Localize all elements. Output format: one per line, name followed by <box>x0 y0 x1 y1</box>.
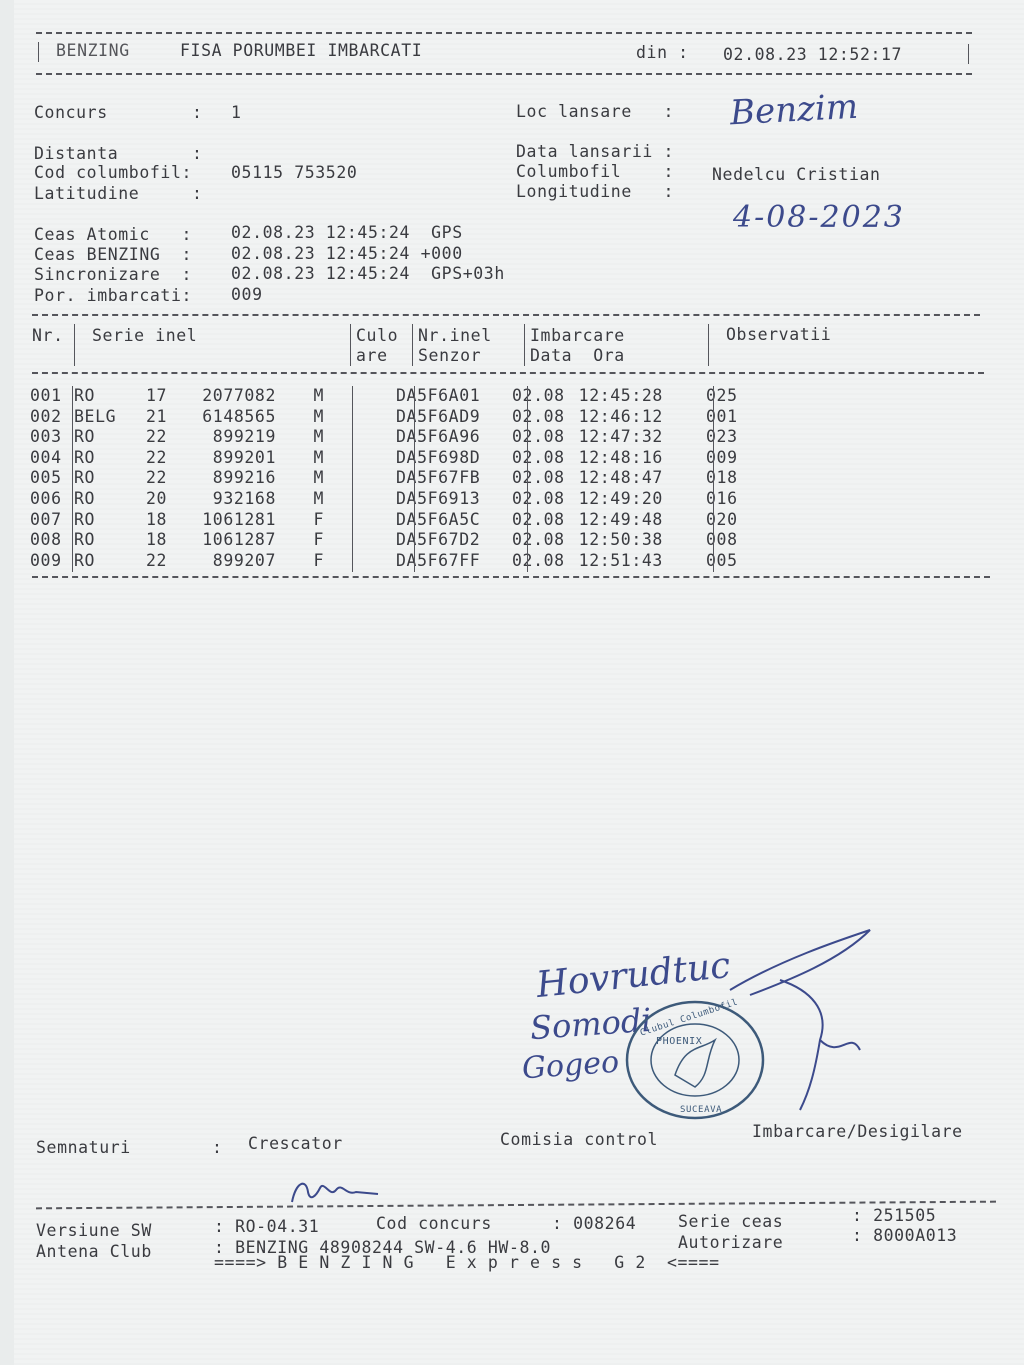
header-bottom-rule <box>36 73 972 75</box>
serie-ceas-label: Serie ceas <box>678 1212 784 1231</box>
autorizare-value: : 8000A013 <box>852 1226 958 1245</box>
versiune-sw-label: Versiune SW <box>36 1221 152 1240</box>
row-sensor-id: DA5F67FB <box>396 468 481 488</box>
row-number: 005 <box>30 468 62 488</box>
benzing-express-banner: ====> B E N Z I N G E x p r e s s G 2 <==== <box>214 1253 720 1272</box>
col-divider <box>74 324 75 366</box>
row-country: BELG <box>74 406 117 426</box>
table-row <box>30 530 766 551</box>
row-color <box>324 530 390 551</box>
row-year: 18 <box>146 509 168 529</box>
row-number: 003 <box>30 427 62 447</box>
stamp-text-bottom: SUCEAVA <box>680 1105 723 1115</box>
col-nr-header: Nr. <box>32 326 64 345</box>
row-observation: 016 <box>706 488 738 508</box>
col-nrinel-header-2: Senzor <box>418 346 482 365</box>
sincronizare-label: Sincronizare : <box>34 265 193 284</box>
row-observation: 020 <box>706 509 738 529</box>
row-observation: 018 <box>706 468 738 488</box>
table-row <box>30 489 766 510</box>
row-color <box>324 407 390 428</box>
row-sensor-id: DA5F6A96 <box>396 427 481 447</box>
row-date: 02.08 <box>512 530 565 550</box>
row-boarding-datetime <box>508 427 702 448</box>
loc-lansare-label: Loc lansare : <box>516 102 675 121</box>
table-row <box>30 448 766 469</box>
row-sensor-id: DA5F698D <box>396 447 481 467</box>
row-ring-number: 899201 <box>212 447 276 467</box>
row-sex: F <box>313 530 324 550</box>
cod-columbofil-label: Cod columbofil: <box>34 163 193 182</box>
table-row <box>30 551 766 572</box>
committee-signature-3: Gogeo <box>520 1044 621 1087</box>
row-color <box>324 510 390 531</box>
row-time: 12:48:47 <box>578 468 663 488</box>
longitudine-label: Longitudine : <box>516 182 675 201</box>
stamp-text-top: Clubul Columbofil <box>638 997 740 1039</box>
header-right-bar <box>968 44 969 64</box>
row-number: 002 <box>30 406 62 426</box>
row-year: 18 <box>146 530 168 550</box>
row-sex: M <box>313 386 324 405</box>
row-year: 22 <box>146 468 168 488</box>
document-title: FISA PORUMBEI IMBARCATI <box>180 41 423 60</box>
committee-signature-1: Hovrudtuc <box>534 944 733 1007</box>
row-ring-number: 1061281 <box>202 509 276 529</box>
table-top-rule <box>32 314 980 316</box>
concurs-label: Concurs : <box>34 103 203 122</box>
row-boarding-datetime <box>508 489 702 510</box>
row-time: 12:46:12 <box>578 406 663 426</box>
row-color <box>324 468 390 489</box>
ceas-benzing-label: Ceas BENZING : <box>34 245 193 264</box>
row-sex: F <box>313 509 324 529</box>
row-sex: M <box>313 468 324 488</box>
row-date: 02.08 <box>512 488 565 508</box>
row-year: 17 <box>146 386 168 405</box>
row-sex: M <box>313 427 324 447</box>
print-datetime: 02.08.23 12:52:17 <box>723 45 903 64</box>
pigeon-table <box>30 386 766 571</box>
col-serie-header: Serie inel <box>92 326 198 345</box>
ceas-atomic-label: Ceas Atomic : <box>34 225 193 244</box>
row-number: 001 <box>30 386 62 405</box>
row-observation: 009 <box>706 447 738 467</box>
row-boarding-datetime <box>508 530 702 551</box>
row-sensor-id: DA5F67FF <box>396 550 481 570</box>
por-imbarcati-value: 009 <box>231 285 263 304</box>
row-date: 02.08 <box>512 427 565 447</box>
breeder-signature <box>286 1172 386 1208</box>
col-divider <box>708 324 709 366</box>
col-divider <box>350 324 351 366</box>
col-imbarcare-header-2: Data Ora <box>530 346 625 365</box>
distanta-label: Distanta : <box>34 144 203 163</box>
columbofil-label: Columbofil : <box>516 162 675 181</box>
versiune-sw-value: : RO-04.31 <box>214 1217 320 1236</box>
row-date: 02.08 <box>512 550 565 570</box>
row-sensor-id: DA5F67D2 <box>396 530 481 550</box>
table-bottom-rule <box>32 576 990 578</box>
col-observatii-header: Observatii <box>726 325 832 344</box>
sincronizare-value: 02.08.23 12:45:24 GPS+03h <box>231 264 505 283</box>
row-color <box>324 551 390 572</box>
row-country: RO <box>74 488 96 508</box>
brand-name: BENZING <box>56 41 130 60</box>
row-year: 21 <box>146 406 168 426</box>
row-divider-sensor <box>414 386 415 572</box>
comisia-label: Comisia control <box>500 1130 659 1149</box>
din-label: din : <box>636 43 689 62</box>
row-color <box>324 448 390 469</box>
col-imbarcare-header-1: Imbarcare <box>530 326 625 345</box>
row-ring-number: 899207 <box>212 550 276 570</box>
col-nrinel-header-1: Nr.inel <box>418 326 492 345</box>
row-observation: 025 <box>706 386 738 405</box>
latitudine-label: Latitudine : <box>34 184 203 203</box>
table-row <box>30 510 766 531</box>
row-number: 009 <box>30 550 62 570</box>
row-country: RO <box>74 427 96 447</box>
row-boarding-datetime <box>508 448 702 469</box>
serie-ceas-value: : 251505 <box>852 1206 937 1225</box>
row-time: 12:50:38 <box>578 530 663 550</box>
row-ring-number: 932168 <box>212 488 276 508</box>
imbarcare-desigilare-label: Imbarcare/Desigilare <box>752 1122 963 1141</box>
row-divider-obs <box>713 386 714 572</box>
semnaturi-label: Semnaturi <box>36 1138 131 1157</box>
por-imbarcati-label: Por. imbarcati: <box>34 286 193 305</box>
row-sex: M <box>313 447 324 467</box>
row-country: RO <box>74 447 96 467</box>
row-sex: M <box>313 406 324 426</box>
row-divider-nr <box>72 386 73 572</box>
row-number: 008 <box>30 530 62 550</box>
row-year: 22 <box>146 427 168 447</box>
row-sensor-id: DA5F6913 <box>396 488 481 508</box>
row-time: 12:51:43 <box>578 550 663 570</box>
row-number: 006 <box>30 488 62 508</box>
row-year: 20 <box>146 488 168 508</box>
row-country: RO <box>74 386 96 405</box>
row-time: 12:47:32 <box>578 427 663 447</box>
row-observation: 008 <box>706 530 738 550</box>
row-time: 12:49:20 <box>578 488 663 508</box>
row-observation: 001 <box>706 406 738 426</box>
row-country: RO <box>74 468 96 488</box>
header-left-bar <box>38 42 39 62</box>
row-divider-imbarcare <box>527 386 528 572</box>
row-number: 007 <box>30 509 62 529</box>
row-boarding-datetime <box>508 551 702 572</box>
ceas-atomic-value: 02.08.23 12:45:24 GPS <box>231 223 463 242</box>
stamp-text-middle: PHOENIX <box>656 1036 703 1047</box>
row-sex: F <box>313 550 324 570</box>
col-culoare-header-1: Culo <box>356 326 399 345</box>
col-divider <box>412 324 413 366</box>
crescator-label: Crescator <box>248 1134 343 1153</box>
antena-club-label: Antena Club <box>36 1242 152 1261</box>
row-ring-number: 899216 <box>212 468 276 488</box>
row-time: 12:48:16 <box>578 447 663 467</box>
row-sensor-id: DA5F6AD9 <box>396 406 481 426</box>
row-time: 12:49:48 <box>578 509 663 529</box>
table-row <box>30 386 766 407</box>
antena-club-value: : BENZING 48908244 SW-4.6 HW-8.0 <box>214 1238 552 1257</box>
row-ring-number: 2077082 <box>202 386 276 405</box>
row-ring-number: 6148565 <box>202 406 276 426</box>
row-boarding-datetime <box>508 407 702 428</box>
ceas-benzing-value: 02.08.23 12:45:24 +000 <box>231 244 463 263</box>
col-divider <box>524 324 525 366</box>
row-observation: 023 <box>706 427 738 447</box>
row-date: 02.08 <box>512 447 565 467</box>
row-observation: 005 <box>706 550 738 570</box>
cod-columbofil-value: 05115 753520 <box>231 163 358 182</box>
row-date: 02.08 <box>512 468 565 488</box>
autorizare-label: Autorizare <box>678 1233 784 1252</box>
row-color <box>324 386 390 407</box>
table-row <box>30 468 766 489</box>
row-time: 12:45:28 <box>578 386 663 405</box>
row-ring-number: 899219 <box>212 427 276 447</box>
row-color <box>324 489 390 510</box>
row-color <box>324 427 390 448</box>
row-sensor-id: DA5F6A01 <box>396 386 481 405</box>
semnaturi-colon: : <box>212 1138 223 1157</box>
row-ring-number: 1061287 <box>202 530 276 550</box>
handwritten-date: 4-08-2023 <box>733 200 905 235</box>
row-country: RO <box>74 530 96 550</box>
cod-concurs-value: : 008264 <box>552 1214 637 1233</box>
row-boarding-datetime <box>508 510 702 531</box>
header-top-rule <box>36 32 972 34</box>
col-culoare-header-2: are <box>356 346 388 365</box>
row-boarding-datetime <box>508 386 702 407</box>
row-date: 02.08 <box>512 386 565 405</box>
row-number: 004 <box>30 447 62 467</box>
loc-lansare-handwritten: Benzim <box>729 86 859 134</box>
row-divider-culoare <box>352 386 353 572</box>
row-year: 22 <box>146 447 168 467</box>
columbofil-value: Nedelcu Cristian <box>712 165 881 184</box>
table-row <box>30 427 766 448</box>
row-date: 02.08 <box>512 509 565 529</box>
row-sensor-id: DA5F6A5C <box>396 509 481 529</box>
row-boarding-datetime <box>508 468 702 489</box>
table-header-rule <box>32 372 984 374</box>
row-country: RO <box>74 550 96 570</box>
row-sex: M <box>313 488 324 508</box>
cod-concurs-label: Cod concurs <box>376 1214 492 1233</box>
data-lansarii-label: Data lansarii : <box>516 142 675 161</box>
table-row <box>30 407 766 428</box>
row-country: RO <box>74 509 96 529</box>
row-year: 22 <box>146 550 168 570</box>
concurs-value: 1 <box>231 103 242 122</box>
committee-signature-2: Somodi <box>528 1000 653 1048</box>
row-date: 02.08 <box>512 406 565 426</box>
